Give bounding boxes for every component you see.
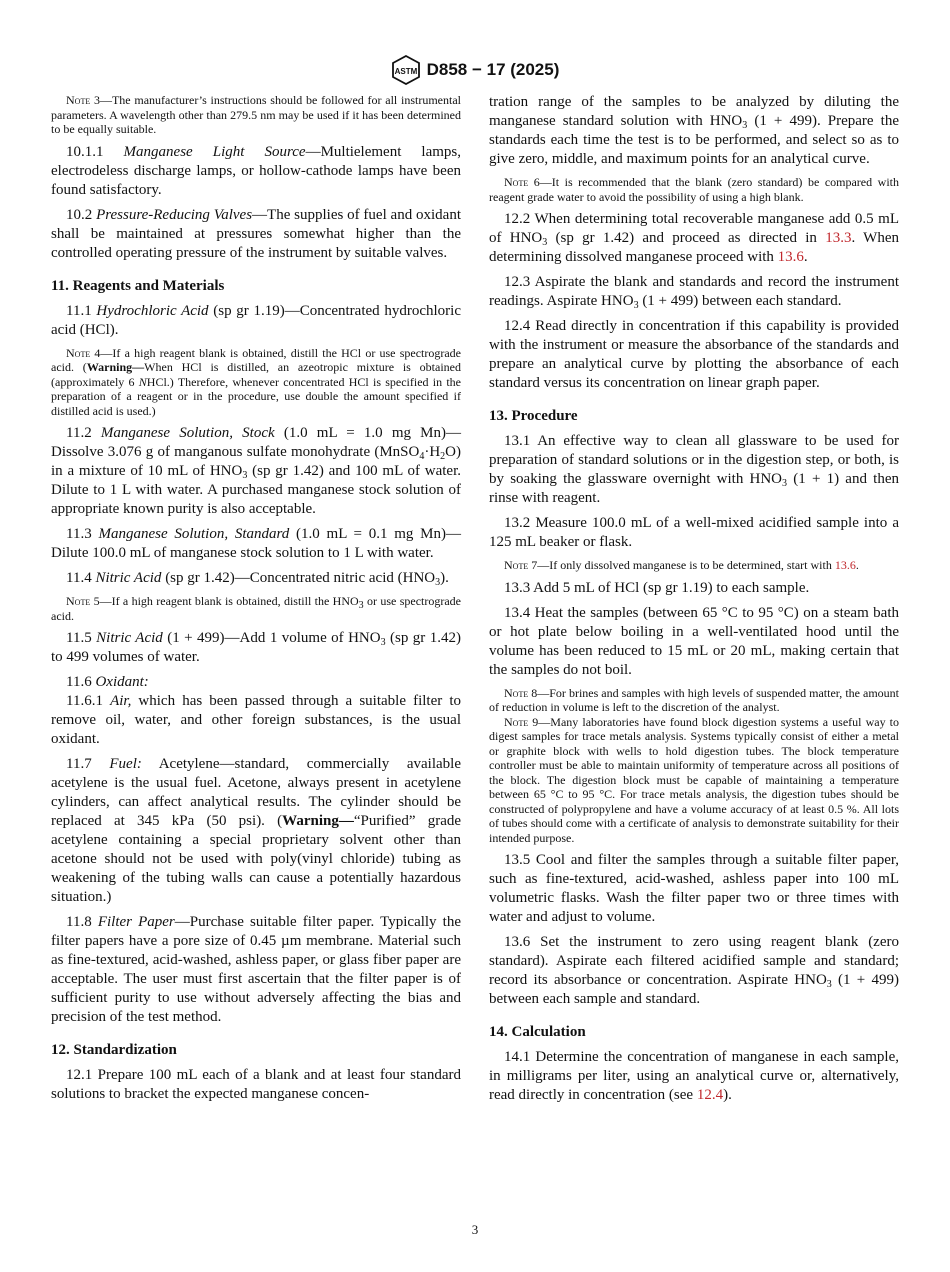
- document-designation: D858 − 17 (2025): [426, 60, 560, 79]
- section-13-2: 13.2 Measure 100.0 mL of a well-mixed acidified sample into a 125 mL beaker or flask.: [489, 515, 899, 550]
- astm-logo: [391, 55, 421, 85]
- link-13-6[interactable]: 13.6: [777, 249, 804, 265]
- note-7: Note 7—If only dissolved manganese is to be determined, start with 13.6.: [504, 558, 859, 572]
- section-11-6: 11.6 Oxidant:: [66, 674, 149, 690]
- link-12-4[interactable]: 12.4: [696, 1087, 724, 1103]
- link-13-6-note[interactable]: 13.6: [834, 558, 856, 572]
- section-13-1: 13.1 An effective way to clean all glassware to be used for preparation of standard solutions or in the digestion step, or both, is by soaking the glassware overnight with $HNO_3$ (1 + 1) and then rinse with reagent.: [489, 433, 899, 506]
- section-12-3: 12.3 Aspirate the blank and standards and record the instrument readings. Aspirate $HNO_3$ (1 + 499) between each standard.: [489, 274, 899, 311]
- section-13-4: 13.4 Heat the samples (between 65 °C to 95 °C) on a steam bath or hot plate below boiling in a well-ventilated hood until the volume has been reduced to 15 mL or 20 mL, making certain that the samples do not boil.: [489, 604, 899, 678]
- section-12-2: 12.2 When determining total recoverable manganese add 0.5 mL of $HNO_3$ (sp gr 1.42) and proceed as directed in 13.3. When determining dissolved manganese proceed with 13.6.: [489, 211, 900, 265]
- section-13-5: 13.5 Cool and filter the samples through a suitable filter paper, such as fine-textured, acid-washed, ashless paper into 100 mL volumetric flasks. Wash the filter paper two or three times with water and adjust to volume.: [489, 852, 899, 925]
- page-number: 3: [471, 1222, 479, 1237]
- section-14-1: 14.1 Determine the concentration of manganese in each sample, in milligrams per liter, using an analytical curve or, alternatively, read directly in concentration (see 12.4).: [489, 1049, 899, 1103]
- section-13-3: 13.3 Add 5 mL of HCl (sp gr 1.19) to each sample.: [504, 579, 810, 596]
- svg-text:ASTM: ASTM: [394, 67, 417, 76]
- left-column: [51, 93, 461, 1110]
- heading-12: 12. Standardization: [51, 1042, 177, 1058]
- section-10-1-1: 10.1.1 Manganese Light Source—Multielement lamps, electrodeless discharge lamps, or hollow-cathode lamps have been found satisfactory.: [51, 143, 462, 198]
- page-header: [0, 55, 950, 85]
- section-13-6: 13.6 Set the instrument to zero using reagent blank (zero standard). Aspirate each filtered acidified sample and standard; record its absorbance or concentration. Aspirate $HNO_3$ (1 + 499) between each sample and standard.: [489, 934, 899, 1007]
- heading-14: 14. Calculation: [489, 1024, 586, 1040]
- section-10-2: 10.2 Pressure-Reducing Valves—The supplies of fuel and oxidant shall be maintained at pressures somewhat higher than the controlled operating pressure of the instrument by suitable valves.: [51, 206, 461, 261]
- section-12-1-start: 12.1 Prepare 100 mL each of a blank and at least four standard solutions to bracket the expected manganese concen-: [51, 1067, 461, 1102]
- right-column: [489, 93, 899, 1111]
- section-11-4: 11.4 Nitric Acid (sp gr 1.42)—Concentrated nitric acid $(HNO_3)$.: [66, 570, 449, 588]
- note-6: Note 6—It is recommended that the blank (zero standard) be compared with reagent grade water to avoid the possibility of using a high blank.: [489, 175, 899, 204]
- note-9: Note 9—Many laboratories have found block digestion systems a useful way to digest samples for trace metals analysis. Systems typically consist of either a metal or graphite block with wells to hold digestion tubes. The block temperature controller must be able to maintain uniformity of temperature across all positions of the block. The digestion block must be capable of maintaining a temperature between 65 °C to 95 °C. For trace metals analysis, the digestion tubes should be constructed of polypropylene and have a volume accuracy of at least 0.5 %. All lots of tubes should come with a certificate of analysis to demonstrate suitability for their intended purpose.: [489, 714, 899, 845]
- section-11-6-1: 11.6.1 Air, which has been passed through a suitable filter to remove oil, water, and other foreign substances, is the usual oxidant.: [51, 693, 461, 747]
- section-12-4: 12.4 Read directly in concentration if this capability is provided with the instrument or measure the absorbance of the standards and prepare an analytical curve by plotting the absorbance of each standard versus its concentration on linear graph paper.: [489, 318, 899, 391]
- section-11-5: 11.5 Nitric Acid (1 + 499)—Add 1 volume of $HNO_3$ (sp gr 1.42) to 499 volumes of water.: [51, 630, 461, 665]
- note-5: Note 5—If a high reagent blank is obtained, distill the $HNO_3$ or use spectrograde acid.: [51, 594, 462, 623]
- section-12-1-continued: tration range of the samples to be analyzed by diluting the manganese standard solution with $HNO_3$ (1 + 499). Prepare the standards each time the test is to be performed, and select so as to give zero, middle, and maximum points for an analytical curve.: [489, 94, 899, 167]
- note-3: Note 3—The manufacturer’s instructions should be followed for all instrumental parameters. A wavelength other than 279.5 nm may be used if it has been determined to be equally suitable.: [51, 93, 461, 136]
- section-11-1: 11.1 Hydrochloric Acid (sp gr 1.19)—Concentrated hydrochloric acid (HCl).: [51, 302, 461, 338]
- section-11-2: 11.2 Manganese Solution, Stock (1.0 mL = 1.0 mg Mn)—Dissolve 3.076 g of manganous sulfate monohydrate $(MnSO_4\cdot H_2O)$ in a mixture of 10 mL of $HNO_3$ (sp gr 1.42) and 100 mL of water. Dilute to 1 L with water. A purchased manganese stock solution of appropriate known purity is also acceptable.: [51, 425, 461, 517]
- note-8: Note 8—For brines and samples with high levels of suspended matter, the amount of reduction in volume is left to the discretion of the analyst.: [489, 685, 900, 714]
- section-11-3: 11.3 Manganese Solution, Standard (1.0 mL = 0.1 mg Mn)—Dilute 100.0 mL of manganese stock solution to 1 L with water.: [51, 526, 461, 561]
- section-11-8: 11.8 Filter Paper—Purchase suitable filter paper. Typically the filter papers have a pore size of 0.45 µm membrane. Material such as fine-textured, acid-washed, ashless paper, or glass fiber paper are acceptable. The user must first ascertain that the filter paper is of sufficient purity to use without adversely affecting the bias and precision of the test method.: [51, 914, 461, 1025]
- section-11-7: 11.7 Fuel: Acetylene—standard, commercially available acetylene is the usual fuel. Acetone, always present in acetylene cylinders, can affect analytical results. The cylinder should be replaced at 345 kPa (50 psi). (Warning—“Purified” grade acetylene containing a special proprietary solvent other than acetone should not be used with poly(vinyl chloride) tubing as weakening of the tubing walls can cause a potentially hazardous situation.): [51, 756, 462, 905]
- heading-11: 11. Reagents and Materials: [51, 277, 225, 294]
- note-4: Note 4—If a high reagent blank is obtained, distill the HCl or use spectrograde acid. (Warning—When HCl is distilled, an azeotropic mixture is obtained (approximately 6 NHCl.) Therefore, whenever concentrated HCl is specified in the preparation of a reagent or in the procedure, use double the amount specified if distilled acid is used.): [51, 345, 462, 418]
- heading-13: 13. Procedure: [489, 408, 578, 424]
- link-13-3[interactable]: 13.3: [825, 230, 852, 246]
